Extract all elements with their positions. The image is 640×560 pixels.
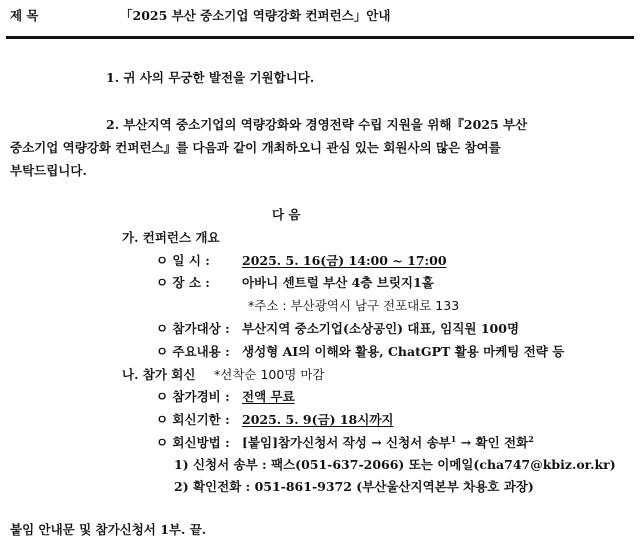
title-label: 제 목 — [10, 8, 39, 23]
method-label: ㅇ 회신방법 : — [156, 435, 230, 450]
date-value: 2025. 5. 16(금) 14:00 ~ 17:00 — [242, 253, 447, 268]
fee-value: 전액 무료 — [242, 389, 295, 404]
paragraph-2-line-3: 부탁드립니다. — [10, 163, 87, 178]
method-footnote-1: 1 — [450, 433, 457, 444]
place-value: 아바니 센트럴 부산 4층 브릿지1홀 — [242, 275, 434, 290]
header-divider — [6, 36, 634, 39]
content-value: 생성형 AI의 이해와 활용, ChatGPT 활용 마케팅 전략 등 — [242, 344, 565, 359]
address-note: *주소 : 부산광역시 남구 전포대로 133 — [248, 298, 460, 313]
target-label: ㅇ 참가대상 : — [156, 321, 230, 336]
deadline-label: ㅇ 회신기한 : — [156, 412, 230, 427]
content-label: ㅇ 주요내용 : — [156, 344, 230, 359]
fee-label: ㅇ 참가경비 : — [156, 389, 230, 404]
date-label: ㅇ 일 시 : — [156, 253, 210, 268]
paragraph-1: 1. 귀 사의 무궁한 발전을 기원합니다. — [106, 70, 315, 85]
section-reply-note: *선착순 100명 마감 — [214, 367, 325, 382]
document-title: 「2025 부산 중소기업 역량강화 컨퍼런스」안내 — [120, 8, 391, 23]
method-value — [242, 433, 534, 451]
method-value-text-2: → 확인 전화 — [456, 435, 529, 450]
method-footnote-2: 2 — [528, 433, 534, 444]
details-heading: 다 음 — [272, 207, 301, 222]
paragraph-2-line-1: 2. 부산지역 중소기업의 역량강화와 경영전략 수립 지원을 위해『2025 부산 — [106, 117, 528, 132]
section-reply: 나. 참가 회신 — [122, 367, 196, 382]
deadline-value: 2025. 5. 9(금) 18시까지 — [242, 412, 394, 427]
footnote-2: 2) 확인전화 : 051-861-9372 (부산울산지역본부 차용호 과장) — [174, 479, 534, 494]
target-value: 부산지역 중소기업(소상공인) 대표, 임직원 100명 — [242, 321, 520, 336]
paragraph-2-line-2: 중소기업 역량강화 컨퍼런스』를 다음과 같이 개최하오니 관심 있는 회원사의 많은 참여를 — [10, 140, 501, 155]
attachment-note: 붙임 안내문 및 참가신청서 1부. 끝. — [10, 522, 207, 537]
place-label: ㅇ 장 소 : — [156, 275, 210, 290]
method-value-text: [붙임]참가신청서 작성 → 신청서 송부 — [242, 435, 451, 450]
footnote-1: 1) 신청서 송부 : 팩스(051-637-2066) 또는 이메일(cha747@kbiz.or.kr) — [174, 457, 616, 472]
section-overview: 가. 컨퍼런스 개요 — [122, 230, 220, 245]
